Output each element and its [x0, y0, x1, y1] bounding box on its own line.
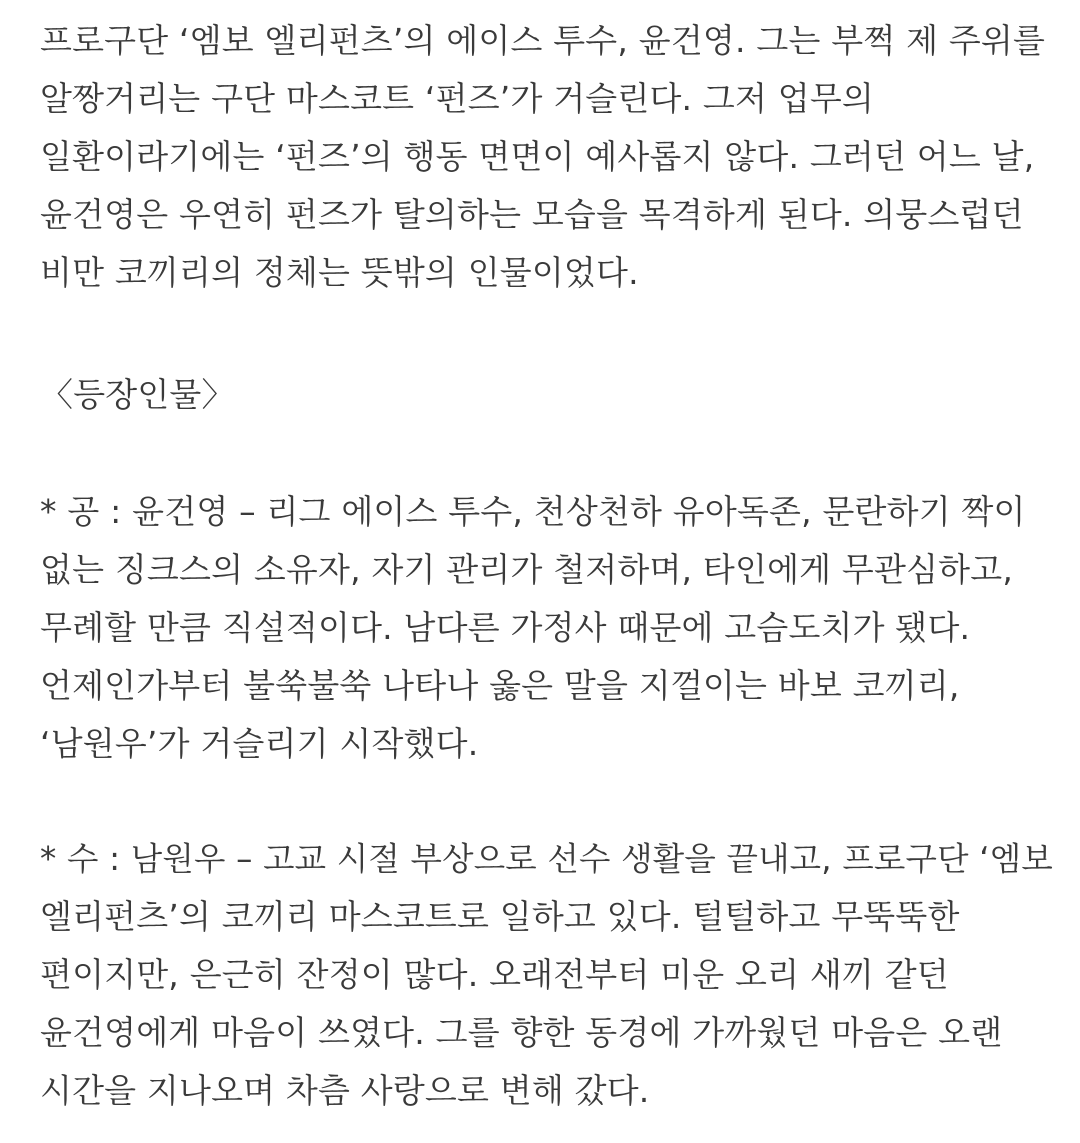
character-line: 엘리펀츠’의 코끼리 마스코트로 일하고 있다. 털털하고 무뚝뚝한 — [40, 897, 960, 936]
character-line: 윤건영에게 마음이 쓰였다. 그를 향한 동경에 가까웠던 마음은 오랜 — [40, 1013, 1003, 1052]
character-line: 편이지만, 은근히 잔정이 많다. 오래전부터 미운 오리 새끼 같던 — [40, 955, 949, 994]
character-line: 무례할 만큼 직설적이다. 남다른 가정사 때문에 고슴도치가 됐다. — [40, 608, 971, 647]
synopsis-line: 프로구단 ‘엠보 엘리펀츠’의 에이스 투수, 윤건영. 그는 부쩍 제 주위를 — [40, 21, 1046, 60]
synopsis-line: 알짱거리는 구단 마스코트 ‘펀즈’가 거슬린다. 그저 업무의 — [40, 79, 875, 118]
character-line: * 수 : 남원우 – 고교 시절 부상으로 선수 생활을 끝내고, 프로구단 ‘엠보 — [40, 840, 1053, 878]
synopsis-line: 비만 코끼리의 정체는 뜻밖의 인물이었다. — [40, 253, 639, 292]
character-line: 없는 징크스의 소유자, 자기 관리가 철저하며, 타인에게 무관심하고, — [40, 550, 1014, 589]
character-line: * 공 : 윤건영 – 리그 에이스 투수, 천상천하 유아독존, 문란하기 짝이 — [40, 492, 1026, 531]
character-line: ‘남원우’가 거슬리기 시작했다. — [40, 724, 479, 763]
characters-heading: 〈등장인물〉 — [40, 375, 235, 414]
synopsis-line: 일환이라기에는 ‘펀즈’의 행동 면면이 예사롭지 않다. 그러던 어느 날, — [40, 137, 1035, 176]
character-line: 언제인가부터 불쑥불쑥 나타나 옳은 말을 지껄이는 바보 코끼리, — [40, 666, 960, 705]
synopsis-line: 윤건영은 우연히 펀즈가 탈의하는 모습을 목격하게 된다. 의뭉스럽던 — [40, 195, 1024, 234]
character-line: 시간을 지나오며 차츰 사랑으로 변해 갔다. — [40, 1071, 650, 1110]
